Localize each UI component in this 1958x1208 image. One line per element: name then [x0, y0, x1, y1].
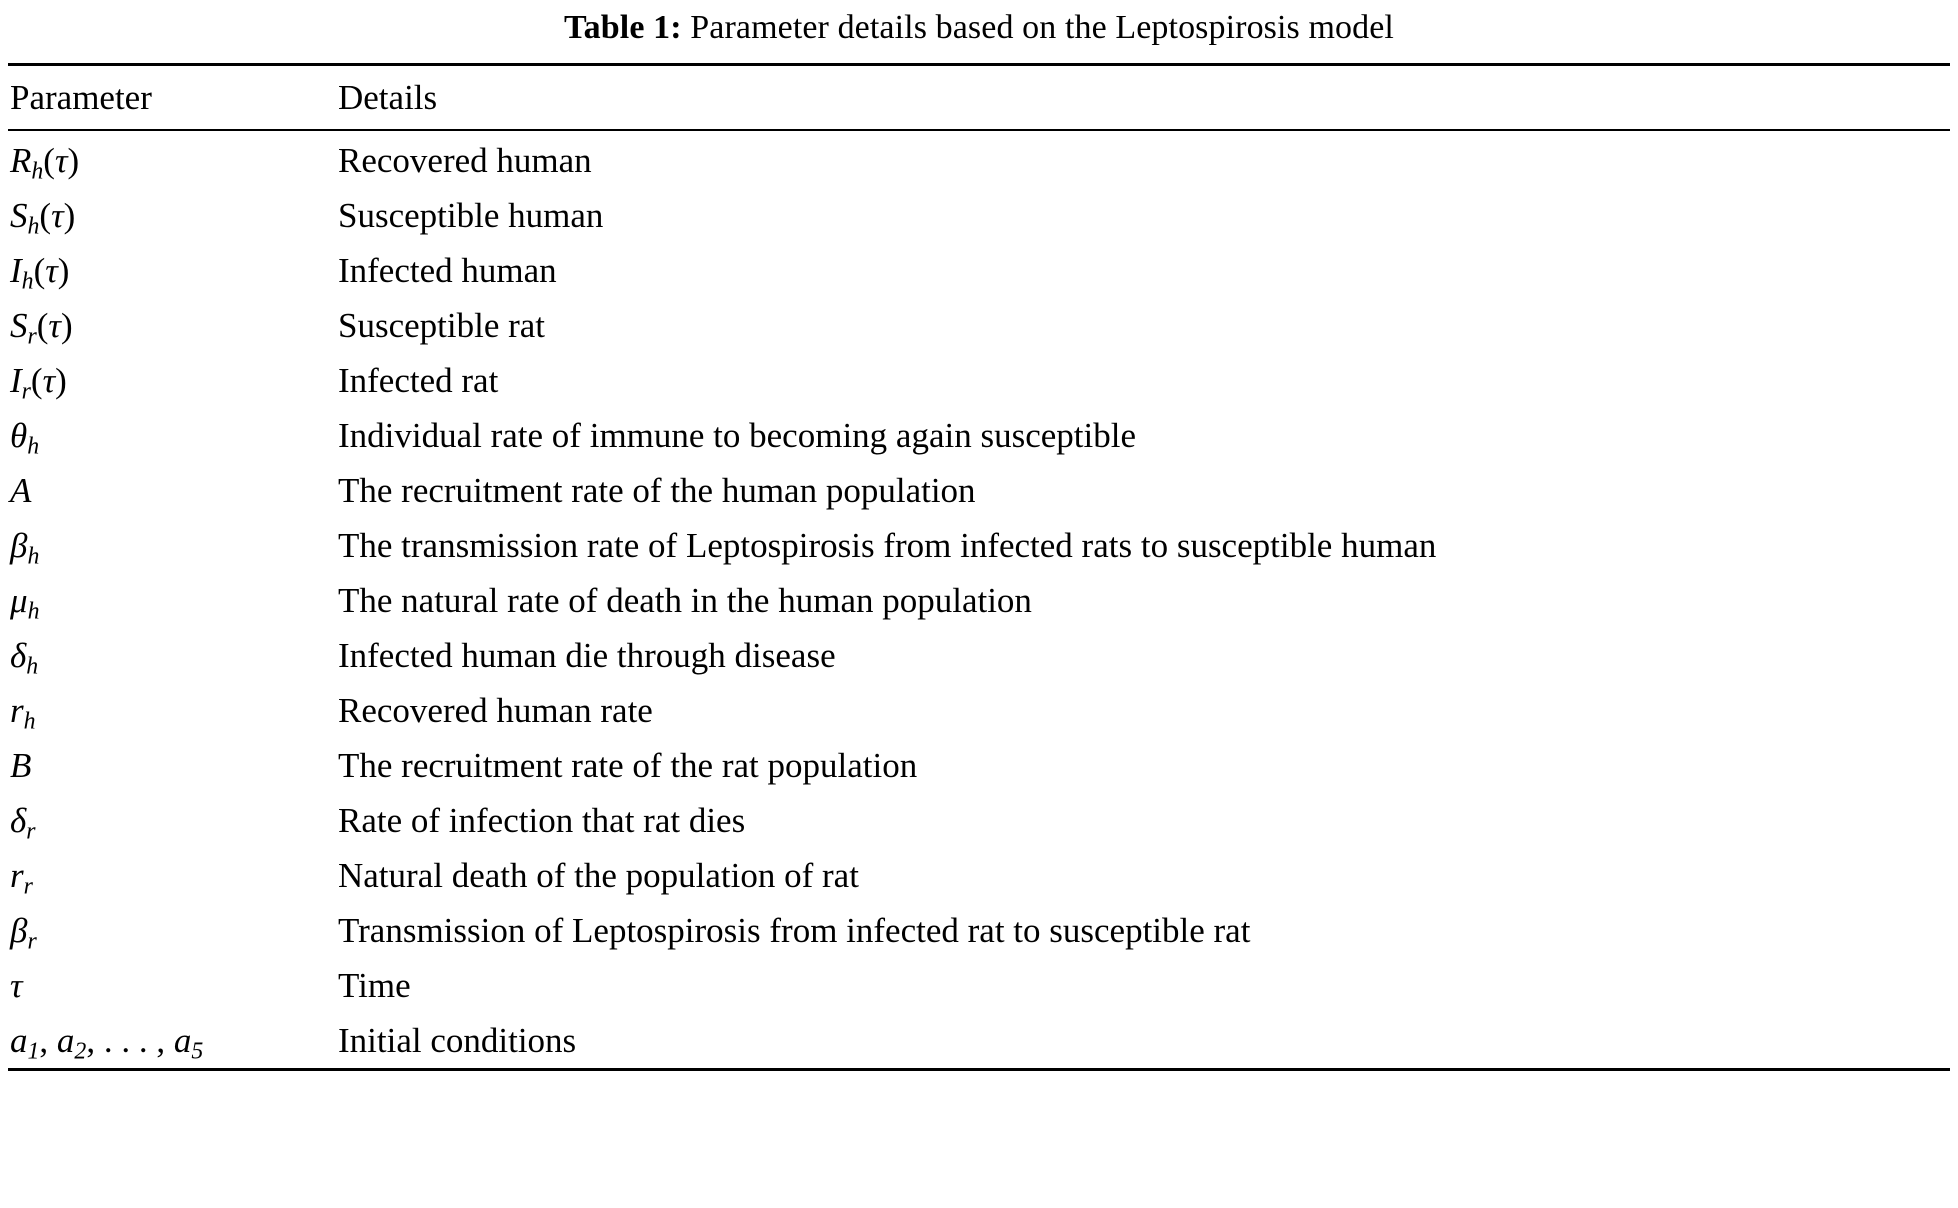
- parameter-symbol: $\delta_h$: [10, 635, 39, 680]
- details-text: Infected rat: [338, 360, 499, 400]
- parameter-symbol: $S_h(\tau)$: [10, 195, 76, 240]
- table-row: [8, 518, 1950, 573]
- rule-bottom: [8, 1068, 1950, 1071]
- table-body: [8, 63, 1950, 133]
- parameter-cell: [8, 793, 338, 848]
- parameter-cell: [8, 848, 338, 903]
- details-cell: [338, 298, 1950, 353]
- details-cell: [338, 408, 1950, 463]
- details-text: Recovered human rate: [338, 690, 653, 730]
- table-row: [8, 903, 1950, 958]
- table-row: [8, 848, 1950, 903]
- parameter-symbol: $r_h$: [10, 690, 36, 735]
- parameter-cell: [8, 518, 338, 573]
- parameter-cell: [8, 1013, 338, 1068]
- caption-label: Table 1:: [564, 9, 682, 46]
- details-cell: [338, 683, 1950, 738]
- table-row: [8, 793, 1950, 848]
- parameter-cell: [8, 298, 338, 353]
- details-cell: [338, 628, 1950, 683]
- parameter-symbol: B: [10, 745, 32, 785]
- details-text: Rate of infection that rat dies: [338, 800, 746, 840]
- details-text: The transmission rate of Leptospirosis from infected rats to susceptible human: [338, 525, 1437, 565]
- details-cell: [338, 573, 1950, 628]
- table-row: [8, 958, 1950, 1013]
- table-row: [8, 133, 1950, 188]
- parameter-cell: [8, 133, 338, 188]
- parameter-cell: [8, 573, 338, 628]
- details-text: Susceptible rat: [338, 305, 546, 345]
- parameter-symbol: $r_r$: [10, 855, 33, 900]
- table-caption: [8, 0, 1950, 63]
- parameter-symbol: $I_r(\tau)$: [10, 360, 67, 405]
- column-header-parameter: Parameter: [10, 77, 152, 117]
- details-cell: [338, 463, 1950, 518]
- details-cell: [338, 848, 1950, 903]
- parameter-cell: [8, 903, 338, 958]
- details-cell: [338, 1013, 1950, 1068]
- parameter-symbol: $\beta_r$: [10, 910, 37, 955]
- details-cell: [338, 903, 1950, 958]
- parameter-cell: [8, 243, 338, 298]
- table-row: [8, 298, 1950, 353]
- details-cell: [338, 133, 1950, 188]
- parameter-cell: [8, 628, 338, 683]
- table-row: [8, 188, 1950, 243]
- details-cell: [338, 958, 1950, 1013]
- parameter-symbol: $S_r(\tau)$: [10, 305, 73, 350]
- rule-bottom-line: [8, 1068, 1950, 1071]
- parameter-symbol: A: [10, 470, 32, 510]
- parameter-symbol: $I_h(\tau)$: [10, 250, 70, 295]
- details-text: Individual rate of immune to becoming again susceptible: [338, 415, 1136, 455]
- table-footer: [8, 1068, 1950, 1071]
- parameter-cell: [8, 188, 338, 243]
- details-text: Susceptible human: [338, 195, 604, 235]
- details-text: Transmission of Leptospirosis from infected rat to susceptible rat: [338, 910, 1251, 950]
- parameter-cell: [8, 408, 338, 463]
- table-row: [8, 463, 1950, 518]
- table-row: [8, 1013, 1950, 1068]
- details-text: The recruitment rate of the human population: [338, 470, 976, 510]
- table-row: [8, 243, 1950, 298]
- table-row: [8, 408, 1950, 463]
- parameter-symbol: $R_h(\tau)$: [10, 140, 80, 185]
- parameter-cell: [8, 958, 338, 1013]
- details-text: Natural death of the population of rat: [338, 855, 859, 895]
- parameter-cell: [8, 683, 338, 738]
- caption-text: Parameter details based on the Leptospirosis model: [690, 9, 1394, 46]
- details-cell: [338, 353, 1950, 408]
- details-text: Recovered human: [338, 140, 592, 180]
- details-text: Infected human: [338, 250, 557, 290]
- parameter-details-table: [8, 63, 1950, 1071]
- table-row: [8, 683, 1950, 738]
- details-cell: [338, 793, 1950, 848]
- details-cell: [338, 738, 1950, 793]
- details-text: The recruitment rate of the rat population: [338, 745, 918, 785]
- table-header-row: [8, 66, 1950, 129]
- table-row: [8, 353, 1950, 408]
- parameter-symbol: τ: [10, 965, 23, 1005]
- parameter-symbol: $a_1$, $a_2$, . . . , $a_5$: [10, 1020, 204, 1065]
- table-row: [8, 573, 1950, 628]
- parameter-cell: [8, 463, 338, 518]
- parameter-cell: [8, 353, 338, 408]
- details-text: Infected human die through disease: [338, 635, 836, 675]
- parameter-cell: [8, 738, 338, 793]
- parameter-symbol: $\mu_h$: [10, 580, 40, 625]
- details-cell: [338, 243, 1950, 298]
- details-text: Initial conditions: [338, 1020, 577, 1060]
- details-cell: [338, 518, 1950, 573]
- parameter-symbol: $\delta_r$: [10, 800, 36, 845]
- parameter-symbol: $\theta_h$: [10, 415, 40, 460]
- table-row: [8, 628, 1950, 683]
- details-text: Time: [338, 965, 411, 1005]
- parameter-symbol: $\beta_h$: [10, 525, 40, 570]
- table-rows: [8, 133, 1950, 1068]
- details-cell: [338, 188, 1950, 243]
- table-row: [8, 738, 1950, 793]
- column-header-details: Details: [338, 77, 438, 117]
- details-text: The natural rate of death in the human population: [338, 580, 1032, 620]
